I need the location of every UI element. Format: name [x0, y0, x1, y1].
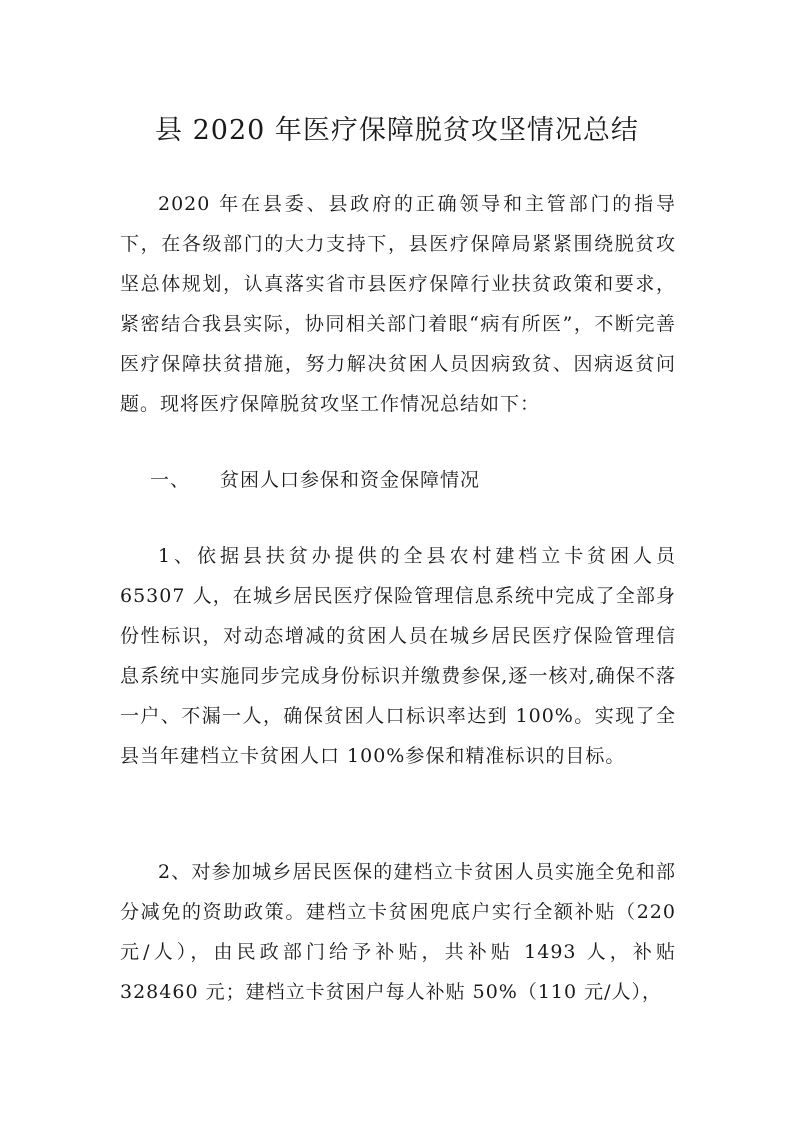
- section-heading-1: [120, 462, 676, 498]
- paragraph-item-2: 2、对参加城乡居民医保的建档立卡贫困人员实施全免和部分减免的资助政策。建档立卡贫困兜底户实行全额补贴（220 元/人），由民政部门给予补贴，共补贴 1493 人，补贴 328460 元；建档立卡贫困户每人补贴 50%（110 元/人），: [120, 861, 676, 1003]
- section-title: 贫困人口参保和资金保障情况: [220, 469, 481, 491]
- document-title: 县 2020 年医疗保障脱贫攻坚情况总结: [155, 115, 639, 146]
- intro-paragraph: 2020 年在县委、县政府的正确领导和主管部门的指导下，在各级部门的大力支持下，县医疗保障局紧紧围绕脱贫攻坚总体规划，认真落实省市县医疗保障行业扶贫政策和要求，紧密结合我县实际，协同相关部门着眼“病有所医”，不断完善医疗保障扶贫措施，努力解决贫困人员因病致贫、因病返贫问题。现将医疗保障脱贫攻坚工作情况总结如下：: [120, 193, 676, 415]
- section-number: 一、: [150, 469, 191, 491]
- paragraph-item-1: 1、依据县扶贫办提供的全县农村建档立卡贫困人员 65307 人，在城乡居民医疗保险管理信息系统中完成了全部身份性标识，对动态增减的贫困人员在城乡居民医疗保险管理信息系统中实施同步完成身份标识并缴费参保,逐一核对,确保不落一户、不漏一人，确保贫困人口标识率达到 100%。实现了全县当年建档立卡贫困人口 100%参保和精准标识的目标。: [120, 545, 676, 767]
